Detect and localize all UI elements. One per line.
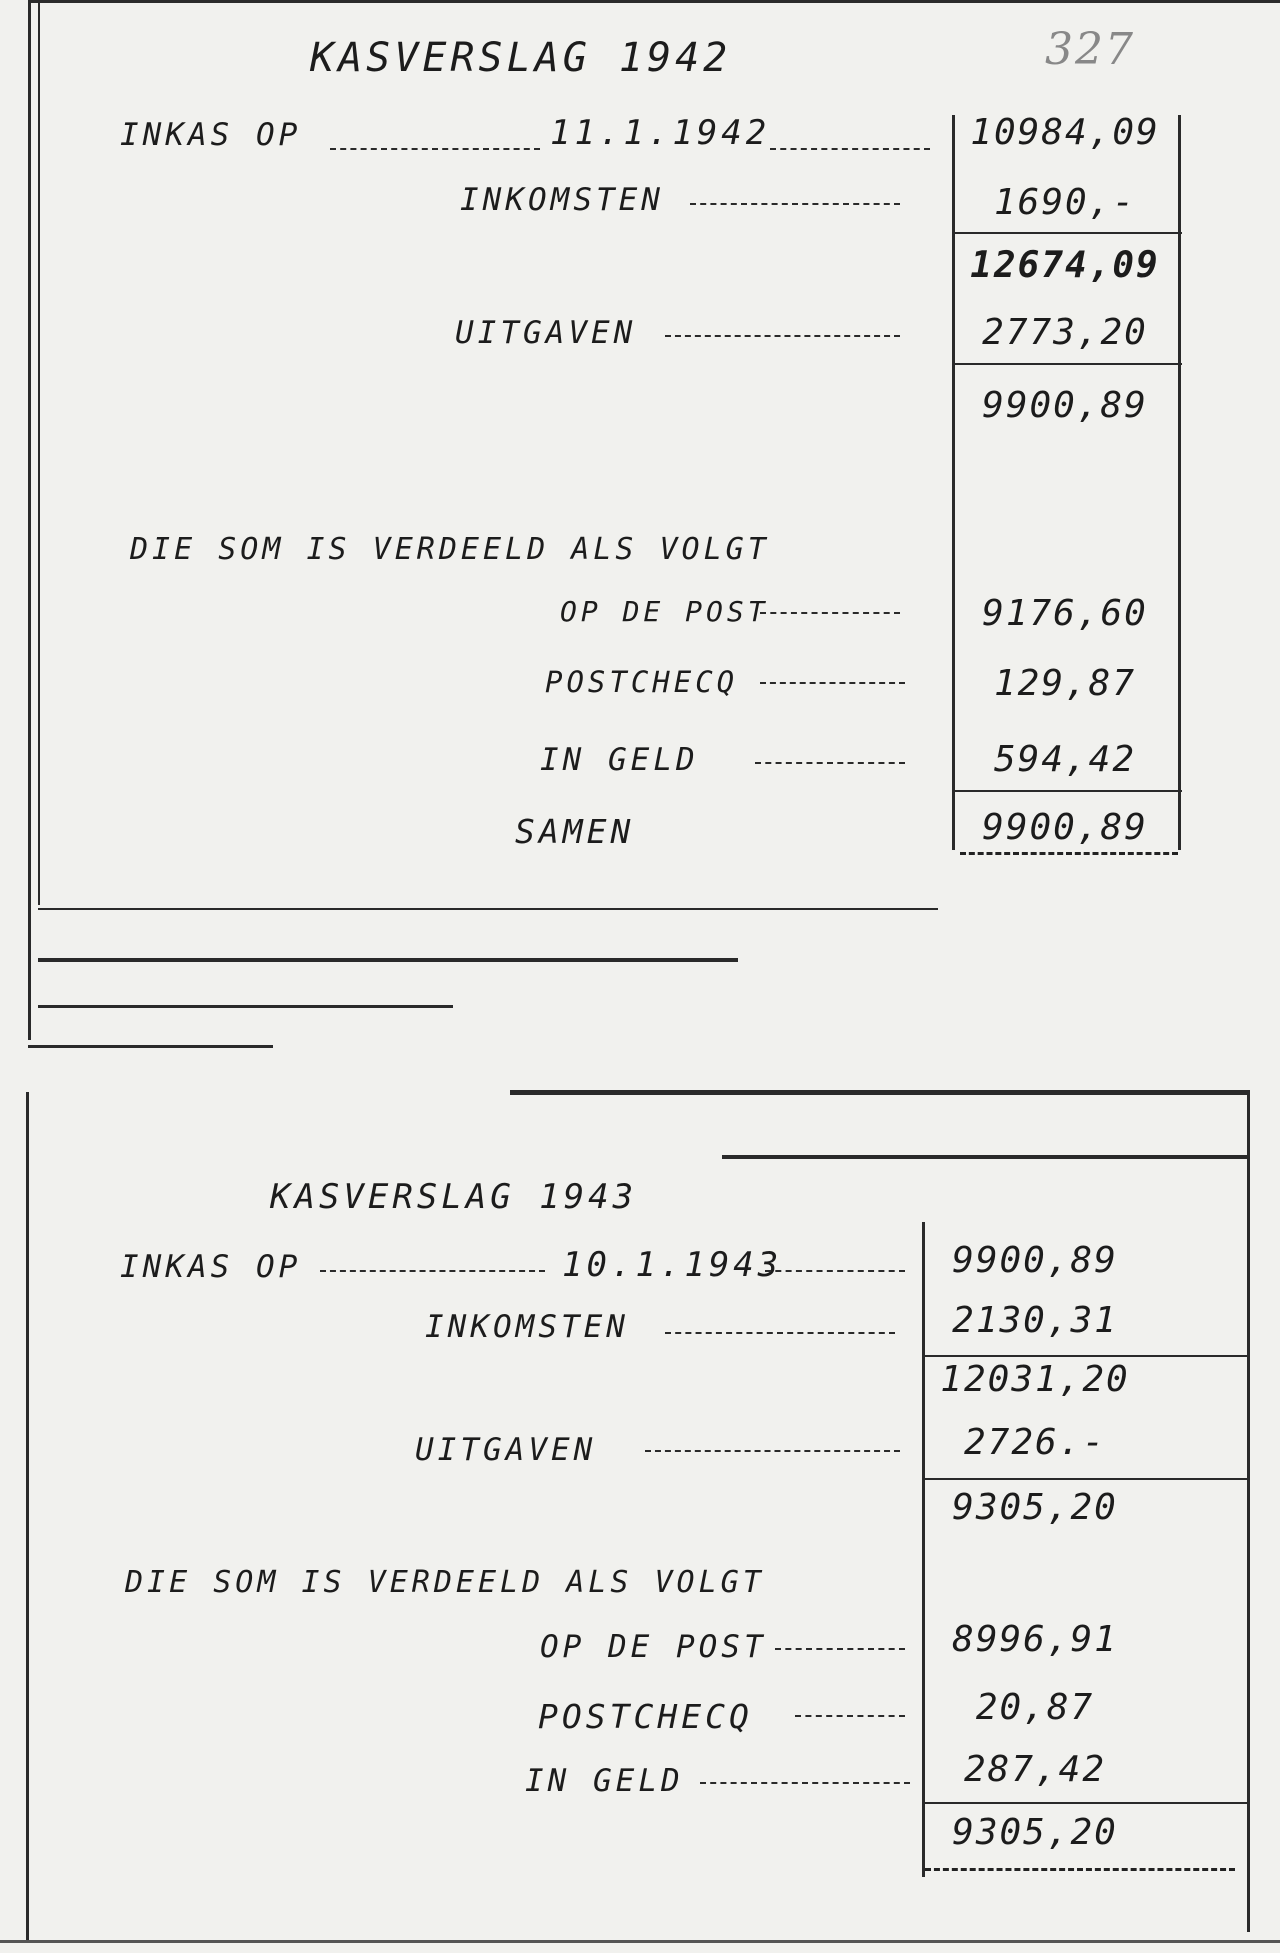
distribution-heading-1942: DIE SOM IS VERDEELD ALS VOLGT	[130, 532, 770, 567]
post-label-1942: OP DE POST	[560, 595, 769, 628]
amount-column-left-1943	[922, 1222, 925, 1877]
leader-1943-income	[665, 1332, 895, 1334]
income-amount-1942: 1690,-	[993, 182, 1137, 223]
cash-amount-1943: 287,42	[963, 1749, 1107, 1790]
leader-1943-cash	[700, 1782, 910, 1784]
opening-date-1942: 11.1.1942	[550, 113, 771, 153]
sum-rule-1943-b	[922, 1478, 1250, 1480]
leader-1943-expenses	[645, 1450, 900, 1452]
cash-label-1943: IN GELD	[525, 1763, 684, 1799]
post-amount-1942: 9176,60	[982, 593, 1148, 634]
cash-amount-1942: 594,42	[993, 739, 1137, 780]
opening-label-1943: INKAS OP	[120, 1249, 302, 1285]
top-border	[28, 0, 1280, 3]
total-underline-1942	[960, 852, 1178, 855]
bottom-border	[0, 1940, 1280, 1943]
leader-1942-cash	[755, 762, 905, 764]
total-amount-1942: 9900,89	[982, 807, 1148, 848]
expenses-amount-1942: 2773,20	[982, 312, 1148, 353]
sum-rule-1943-c	[925, 1802, 1250, 1804]
sum-rule-1942-b	[952, 363, 1182, 365]
right-border-lower	[1247, 1092, 1250, 1932]
total-amount-1943: 9305,20	[952, 1812, 1118, 1853]
leader-1943-opening-a	[320, 1270, 545, 1272]
leader-1942-postcheck	[760, 682, 905, 684]
expenses-label-1943: UITGAVEN	[415, 1432, 597, 1468]
divider-rule-2	[38, 1005, 453, 1008]
subtotal-amount-1943: 12031,20	[940, 1359, 1130, 1400]
left-border-inner-upper	[38, 0, 40, 905]
opening-amount-1943: 9900,89	[952, 1240, 1118, 1281]
leader-1942-post	[760, 612, 900, 614]
opening-date-1943: 10.1.1943	[562, 1245, 783, 1285]
sum-rule-1943-a	[922, 1355, 1250, 1357]
leader-1943-post	[775, 1648, 905, 1650]
sum-rule-1942-c	[952, 790, 1182, 792]
income-amount-1943: 2130,31	[952, 1300, 1118, 1341]
cash-label-1942: IN GELD	[540, 742, 699, 778]
subtotal-amount-1942: 12674,09	[970, 245, 1160, 286]
income-label-1942: INKOMSTEN	[460, 182, 664, 218]
sum-rule-1942-a	[952, 232, 1182, 234]
leader-1942-income	[690, 203, 900, 205]
leader-1942-expenses	[665, 335, 900, 337]
postcheck-amount-1942: 129,87	[993, 663, 1137, 704]
distribution-heading-1943: DIE SOM IS VERDEELD ALS VOLGT	[125, 1565, 765, 1600]
opening-amount-1942: 10984,09	[970, 112, 1160, 153]
upper-section-bottom-rule	[38, 908, 938, 910]
divider-rule-1	[38, 958, 738, 962]
postcheck-label-1942: POSTCHECQ	[545, 665, 739, 699]
amount-column-left-1942	[952, 115, 955, 850]
expenses-label-1942: UITGAVEN	[455, 315, 637, 351]
post-amount-1943: 8996,91	[952, 1619, 1118, 1660]
leader-1943-postcheck	[795, 1715, 905, 1717]
leader-1942-opening-a	[330, 148, 540, 150]
report-title-1943: KASVERSLAG 1943	[270, 1177, 638, 1217]
lower-top-rule	[510, 1090, 1250, 1095]
report-title-1942: KASVERSLAG 1942	[310, 35, 732, 81]
postcheck-amount-1943: 20,87	[975, 1687, 1095, 1728]
post-label-1943: OP DE POST	[540, 1629, 767, 1665]
page-number: 327	[1045, 24, 1135, 75]
leader-1942-opening-b	[770, 148, 930, 150]
expenses-amount-1943: 2726.-	[963, 1422, 1107, 1463]
divider-rule-3	[28, 1045, 273, 1048]
left-border-upper	[28, 0, 31, 1040]
total-underline-1943	[925, 1868, 1235, 1871]
balance-amount-1943: 9305,20	[952, 1487, 1118, 1528]
postcheck-label-1943: POSTCHECQ	[538, 1697, 753, 1736]
leader-1943-opening-b	[765, 1270, 905, 1272]
balance-amount-1942: 9900,89	[982, 385, 1148, 426]
left-border-lower	[26, 1092, 29, 1942]
opening-label-1942: INKAS OP	[120, 117, 302, 153]
lower-second-rule	[722, 1155, 1247, 1159]
total-label-1942: SAMEN	[515, 812, 635, 851]
amount-column-right-1942	[1178, 115, 1181, 850]
income-label-1943: INKOMSTEN	[425, 1309, 629, 1345]
